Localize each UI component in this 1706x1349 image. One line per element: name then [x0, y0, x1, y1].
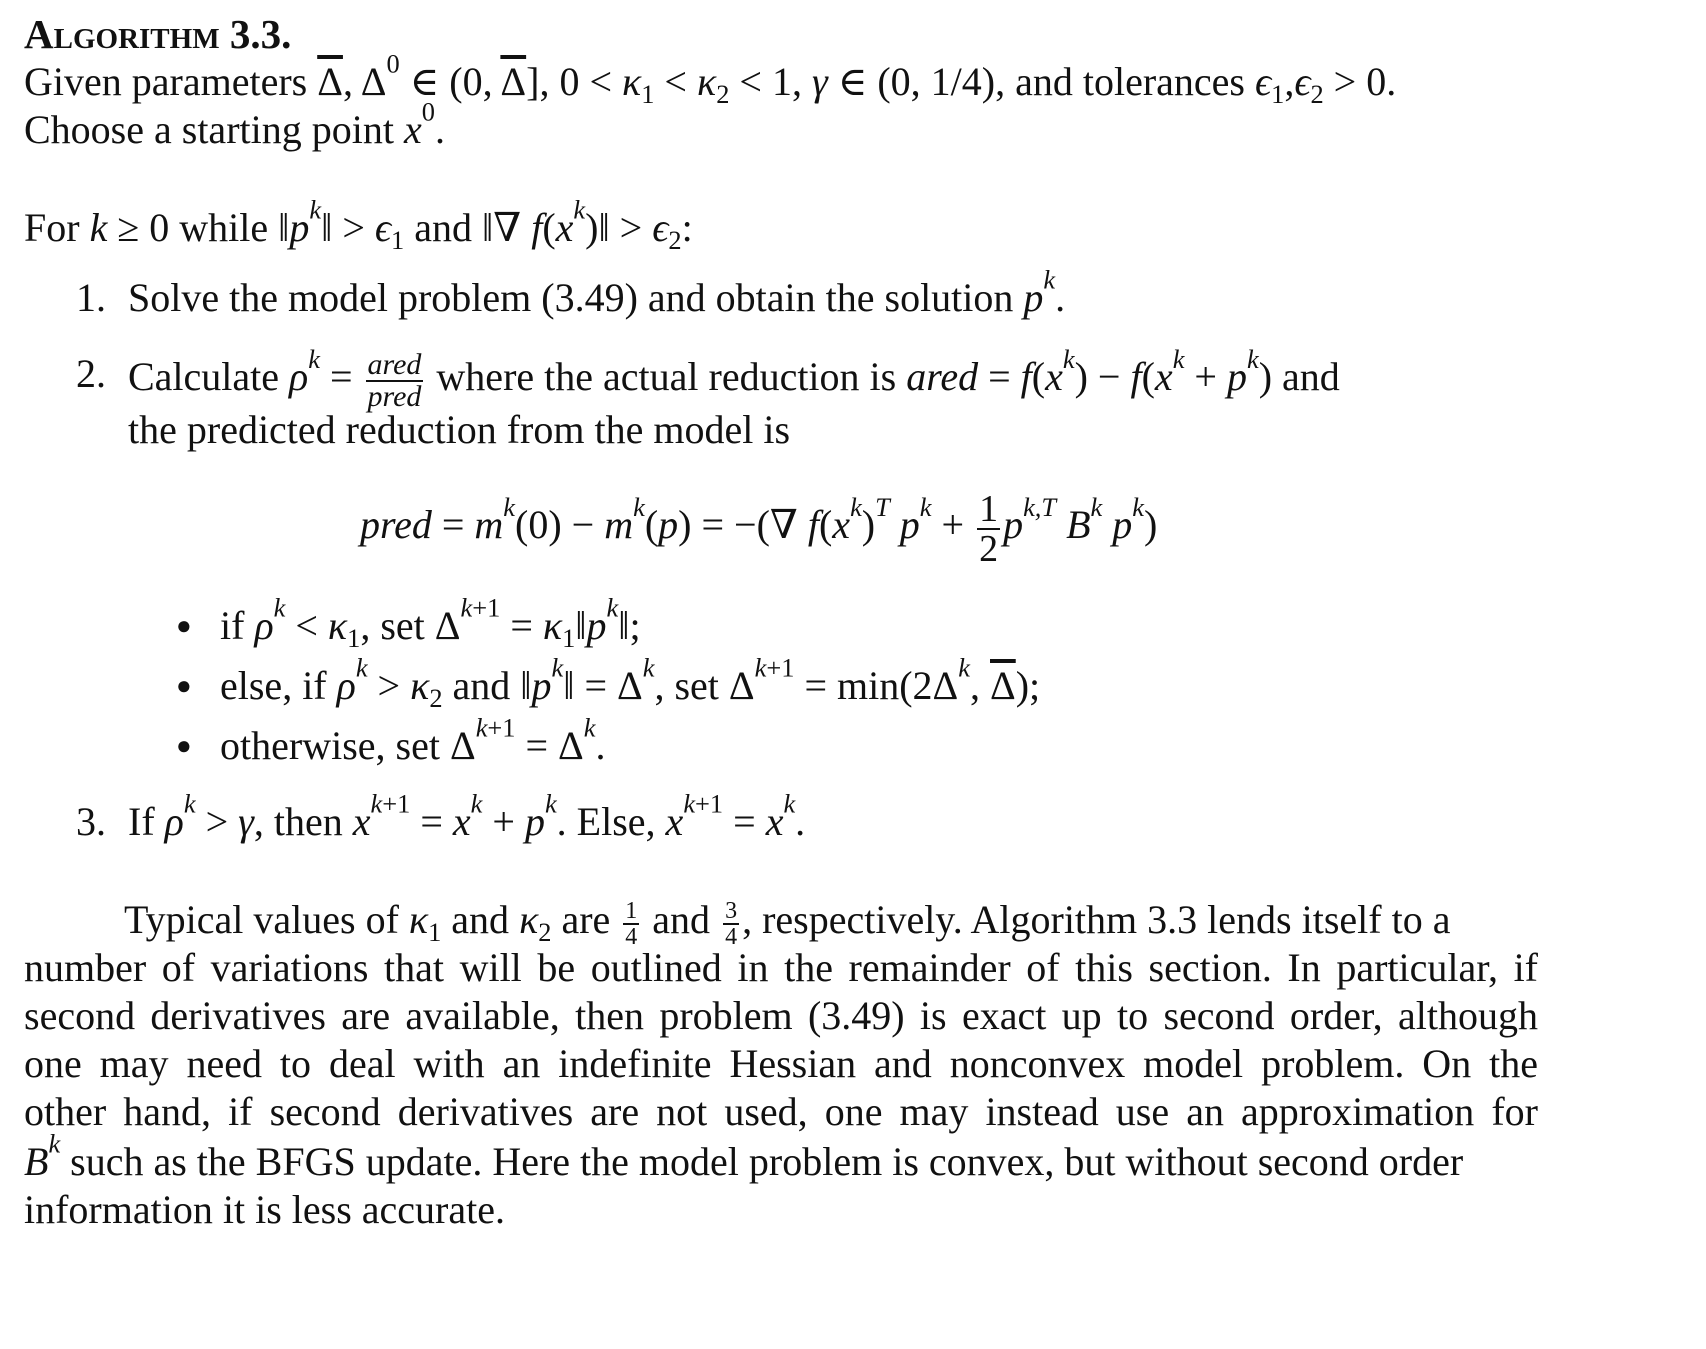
step-3-else: Else,	[576, 799, 656, 844]
bullet-2-set: set	[674, 663, 719, 708]
bullet-1-set: set	[380, 603, 425, 648]
bullet-2-else-if: else, if	[220, 663, 327, 708]
step-1-text: Solve the model problem (3.49) and obtain the solution	[128, 275, 1014, 320]
paragraph-line-2: number of variations that will be outlined in the remainder of this section. In particular, if	[24, 945, 1538, 990]
step-2-where: where the actual reduction is	[436, 354, 897, 400]
bullet-dot: ●	[176, 671, 192, 700]
loop-while: while	[179, 205, 269, 250]
given-tolerances: and tolerances	[1015, 59, 1245, 104]
choose-start-line: Choose a starting point $x^0$.	[24, 96, 445, 152]
step-2-continuation: the predicted reduction from the model is	[128, 407, 791, 452]
bullet-3-otherwise: otherwise, set	[220, 723, 440, 768]
rho-fraction: $\frac{\text{ared}}{\text{pred}}$	[367, 348, 422, 413]
step-1-number: 1.	[76, 275, 106, 320]
bullet-2-and: and	[452, 663, 511, 708]
pred-equation: pred = $m^k(0) - m^k(p)$ = −(∇ $f(x^k)^T$ $p^k$ + $\frac{1}{2}$ $p^{k,T}$ $B^k$ $p^k$)	[360, 488, 1158, 570]
step-3-if: If	[128, 799, 155, 844]
paragraph-line-4: one may need to deal with an indefinite Hessian and nonconvex model problem. On the	[24, 1041, 1538, 1086]
paragraph-line-5: other hand, if second derivatives are not used, one may instead use an approximation for	[24, 1089, 1538, 1134]
step-2-and: and	[1282, 354, 1340, 400]
algorithm-page: Algorithm 3.3. Given parameters $\overline{\Delta}$, $\Delta^0$ ∈ (0, $\overline{\Delta}$], $0 < \kappa_1 < \kappa_2 < 1$, γ ∈ (0, 1/4), and tolerances $\epsilon_1,\epsilon_2 > 0$. Choose a starting point $x^0$. For k ≥ 0 while $‖p^k‖ > \epsilon_1$ and ‖∇ $f(x^k)‖ > \epsilon_2$: 1. Solve the model problem (3.49) and obtain the solution $p^k$. 2. Calculate $\rho^k$ = $\frac{\text{ared}}{\text{pred}}$ where the actual reduction is ared = $f(x^k) - f(x^k + p^k)$ and the predicted reduction from the model is pred = $m^k(0) - m^k(p)$ = −(∇ $f(x^k)^T$ $p^k$ + $\frac{1}{2}$ $p^{k,T}$ $B^k$ $p^k$) ● if $\rho^k < \kappa_1$, set $\Delta^{k+1}$ = $\kappa_1‖p^k‖$; ● else, if $\rho^k > \kappa_2$ and $‖p^k‖ = \Delta^k$, set $\Delta^{k+1} = \min(2\Delta^k$, $\overline{\Delta}$); ● otherwise, set $\Delta^{k+1} = \Delta^k$. 3. If $\rho^k > \gamma$, then $x^{k+1} = x^k + p^k$. Else, $x^{k+1} = x^k$. Typical values of $\kappa_1$ and $\kappa_2$ are $\frac{1}{4}$ and $\frac{3}{4}$ , respectively. Algorithm 3.3 lends itself to a number of variations that will be outlined in the remainder of this section. In particular, if second derivatives are available, then problem (3.49) is exact up to second order, although one may need to deal with an indefinite Hessian and nonconvex model problem. On the other hand, if second derivatives are not used, one may instead use an approximation for $B^k$ such as the BFGS update. Here the model problem is convex, but without second order information it is less accurate.	[24, 11, 1538, 1232]
paragraph-line-7: information it is less accurate.	[24, 1187, 505, 1232]
bullet-dot: ●	[176, 731, 192, 760]
half-fraction: $\frac{1}{2}$	[979, 488, 999, 570]
step-2-number: 2.	[76, 351, 106, 396]
bullet-1-if: if	[220, 603, 245, 648]
paragraph-line-3: second derivatives are available, then problem (3.49) is exact up to second order, although	[24, 993, 1538, 1038]
bullet-dot: ●	[176, 611, 192, 640]
loop-condition-line: For k ≥ 0 while $‖p^k‖ > \epsilon_1$ and ‖∇ $f(x^k)‖ > \epsilon_2$:	[24, 194, 693, 255]
algorithm-title: Algorithm 3.3.	[24, 11, 292, 57]
step-3-number: 3.	[76, 799, 106, 844]
quarter-fraction: $\frac{1}{4}$	[625, 897, 638, 950]
step-3-then: then	[273, 799, 343, 844]
three-quarter-fraction: $\frac{3}{4}$	[725, 897, 738, 950]
paragraph-line-6: $B^k$ such as the BFGS update. Here the model problem is convex, but without second order	[24, 1128, 1464, 1184]
given-parameters-line: Given parameters $\overline{\Delta}$, $\Delta^0$ ∈ (0, $\overline{\Delta}$], $0 < \kappa_1 < \kappa_2 < 1$, γ ∈ (0, 1/4), and tolerances $\epsilon_1,\epsilon_2 > 0$.	[24, 48, 1397, 109]
choose-start-text: Choose a starting point	[24, 107, 394, 152]
loop-for: For	[24, 205, 80, 250]
step-2-calc: Calculate	[128, 354, 280, 400]
given-prefix: Given parameters	[24, 59, 308, 104]
loop-and: and	[414, 205, 473, 250]
paragraph-line-1: Typical values of $\kappa_1$ and $\kappa_2$ are $\frac{1}{4}$ and $\frac{3}{4}$ , respectively. Algorithm 3.3 lends itself to a	[124, 897, 1451, 950]
